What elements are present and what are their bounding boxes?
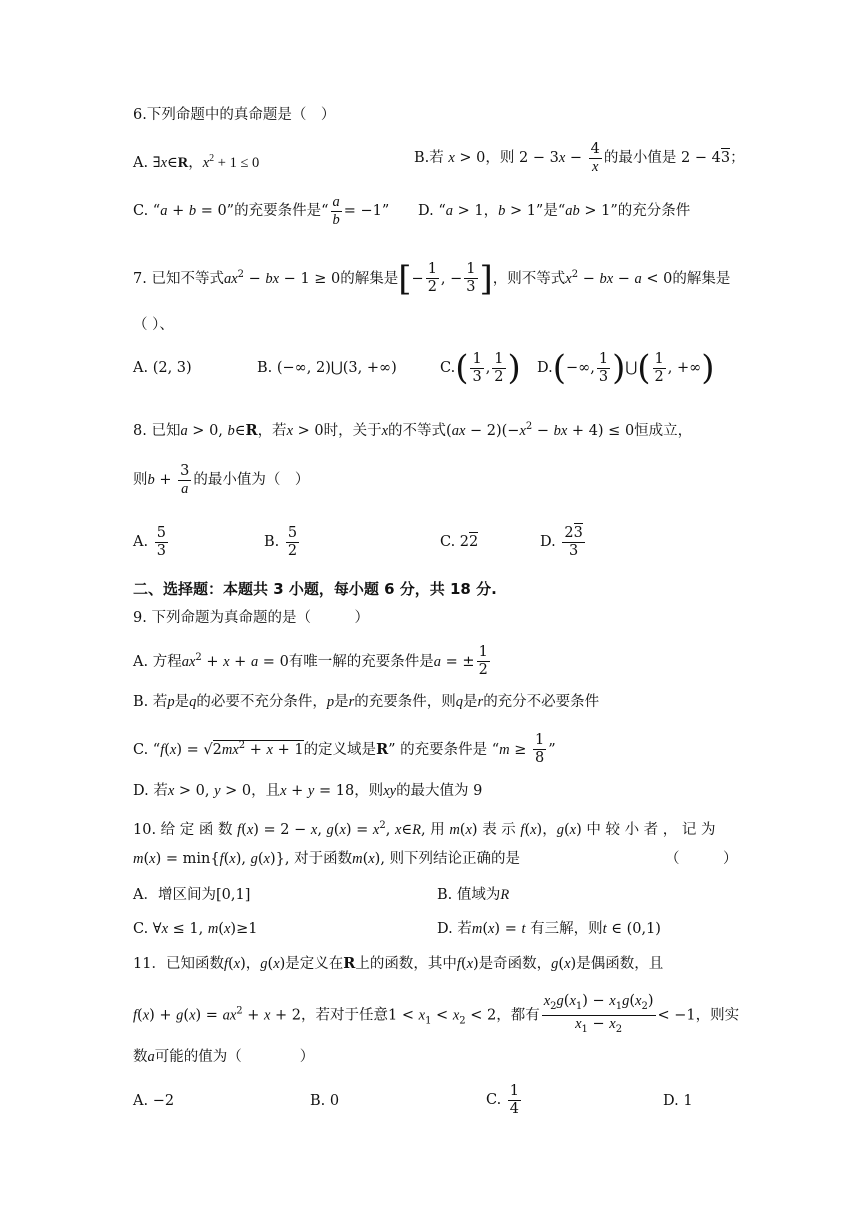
q10-option-b: B. 值域为R: [437, 887, 510, 903]
q11-option-d: D. 1: [663, 1093, 693, 1109]
q11-stem: 11．已知函数f(x)，g(x)是定义在R上的函数，其中f(x)是奇函数，g(x)是偶函数，且: [133, 955, 664, 972]
q9-stem: 9. 下列命题为真命题的是（ ）: [133, 610, 369, 626]
q8-option-d: D. $\frac{23}{3}$: [540, 524, 583, 559]
q6-stem: 6.下列命题中的真命题是（ ）: [133, 107, 336, 123]
q7-option-d: D.(−∞, $\frac{1}{3}$ )⋃( $\frac{1}{2}$ , +∞): [537, 348, 715, 388]
q10-option-a: A．增区间为[0,1]: [133, 887, 251, 903]
q11-line3: 数a可能的值为（ ）: [133, 1049, 315, 1065]
option-label: B.若: [414, 150, 444, 166]
q7-option-a: A. (2, 3): [133, 360, 192, 376]
q11-option-c: C. $\frac{1}{4}$: [486, 1082, 520, 1117]
q8-option-a: A. $\frac{5}{3}$: [133, 524, 166, 559]
q9-option-d: D. 若x > 0, y > 0，且x + y = 18，则xy的最大值为 9: [133, 783, 483, 799]
section-heading: 二、选择题：本题共 3 小题，每小题 6 分，共 18 分.: [133, 580, 497, 598]
q11-option-b: B. 0: [310, 1093, 340, 1109]
option-label: C.: [133, 203, 149, 219]
q10-option-c: C. ∀x ≤ 1, m(x)≥1: [133, 921, 258, 937]
q8-line2: 则b + $\frac{3}{a}$ 的最小值为（ ）: [133, 462, 310, 497]
q10-stem: 10. 给 定 函 数 f(x) = 2 − x, $g(x) = x^2$, x∈R, 用 m(x) 表 示 f(x)，g(x) 中 较 小 者 ， 记 为: [133, 820, 716, 838]
q10-stem-line2: m(x) = min{f(x), g(x)}, 对于函数m(x), 则下列结论正确的是: [133, 851, 521, 867]
q6-option-a: A. ∃x∈R，$x^2 + 1 \le 0$: [133, 153, 260, 171]
q7-option-b: B. (−∞, 2)⋃(3, +∞): [257, 360, 397, 376]
q9-option-a: A. 方程$ax^2 + x + a = 0$有唯一解的充要条件是a = ± $\frac{1}{2}$: [133, 644, 488, 679]
q7-stem: 7. 已知不等式$ax^2$ − bx − 1 ≥ 0的解集是[− $\frac{1}{2}$ , − $\frac{1}{3}$ ]，则不等式$x^2$ − bx − a < 0的解集是: [133, 258, 731, 299]
q9-option-c: C. “$f(x) = √2mx^2 + x + 1$的定义域是R” 的充要条件是 “m ≥ $\frac{1}{8}$ ”: [133, 732, 556, 767]
q9-option-b: B. 若p是q的必要不充分条件，p是r的充要条件，则q是r的充分不必要条件: [133, 694, 600, 710]
q10-answer-paren: （ ）: [665, 851, 738, 867]
option-label: A.: [133, 154, 149, 171]
q8-option-b: B. $\frac{5}{2}$: [264, 524, 298, 559]
q11-line2: $f(x) + g(x) = ax^2 + x + 2$，若对于任意$1 < x_1 < x_2 < 2$，都有 $\frac{x_2g(x_1) - x_1g(x_2)}{x_1 - x_2}$ < −1，则实: [133, 993, 740, 1035]
q7-tail: （ ）、: [133, 317, 174, 333]
q11-option-a: A. −2: [133, 1093, 175, 1109]
q6-option-b: B.若 x > 0，则 2 − 3x − $\frac{4}{x}$ 的最小值是 2 − 43；: [414, 140, 745, 175]
q8-stem: 8. 已知a > 0, b∈R，若x > 0时，关于x的不等式$(ax - 2)(-x^2$ − bx + 4) ≤ 0恒成立，: [133, 421, 693, 439]
q8-option-c: C. 22: [440, 534, 479, 550]
option-label: D.: [418, 203, 434, 219]
q6-option-c: C. “a + b = 0”的充要条件是“ $\frac{a}{b}$ = −1”: [133, 193, 390, 228]
q7-option-c: C.( $\frac{1}{3}$ , $\frac{1}{2}$ ): [440, 348, 521, 388]
q10-option-d: D. 若m(x) = t 有三解，则t ∈ (0,1): [437, 921, 661, 937]
q6-option-d: D. “a > 1，b > 1”是“ab > 1”的充分条件: [418, 203, 691, 219]
